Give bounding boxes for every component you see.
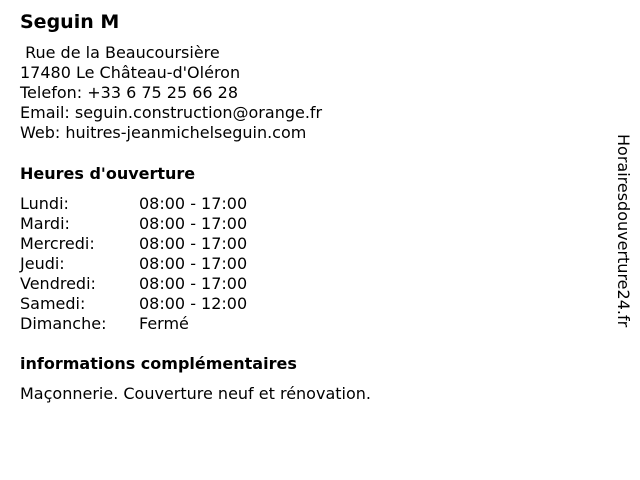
business-name: Seguin M bbox=[20, 11, 120, 33]
email-line: Email: seguin.construction@orange.fr bbox=[20, 103, 323, 122]
time-value: 08:00 - 12:00 bbox=[139, 294, 248, 313]
contact-block bbox=[20, 43, 322, 143]
time-value: 08:00 - 17:00 bbox=[139, 254, 248, 273]
time-value: 08:00 - 17:00 bbox=[139, 194, 248, 213]
hours-row-wednesday bbox=[20, 234, 280, 254]
hours-heading: Heures d'ouverture bbox=[20, 164, 196, 183]
day-label: Jeudi: bbox=[20, 254, 65, 273]
opening-hours-table bbox=[20, 194, 280, 334]
hours-row-sunday bbox=[20, 314, 280, 334]
info-heading: informations complémentaires bbox=[20, 354, 297, 373]
day-label: Mardi: bbox=[20, 214, 70, 233]
time-value: 08:00 - 17:00 bbox=[139, 274, 248, 293]
time-value: Fermé bbox=[139, 314, 189, 333]
day-label: Lundi: bbox=[20, 194, 69, 213]
hours-row-monday bbox=[20, 194, 280, 214]
day-label: Samedi: bbox=[20, 294, 86, 313]
street-address: Rue de la Beaucoursière bbox=[20, 43, 220, 62]
hours-row-thursday bbox=[20, 254, 280, 274]
web-line: Web: huitres-jeanmichelseguin.com bbox=[20, 123, 307, 142]
day-label: Vendredi: bbox=[20, 274, 96, 293]
hours-row-friday bbox=[20, 274, 280, 294]
hours-row-tuesday bbox=[20, 214, 280, 234]
hours-row-saturday bbox=[20, 294, 280, 314]
day-label: Dimanche: bbox=[20, 314, 107, 333]
info-description: Maçonnerie. Couverture neuf et rénovation. bbox=[20, 384, 371, 403]
time-value: 08:00 - 17:00 bbox=[139, 214, 248, 233]
city-address: 17480 Le Château-d'Oléron bbox=[20, 63, 241, 82]
site-brand-vertical: Horairesdouverture24.fr bbox=[614, 134, 633, 328]
day-label: Mercredi: bbox=[20, 234, 95, 253]
phone-line: Telefon: +33 6 75 25 66 28 bbox=[20, 83, 239, 102]
time-value: 08:00 - 17:00 bbox=[139, 234, 248, 253]
